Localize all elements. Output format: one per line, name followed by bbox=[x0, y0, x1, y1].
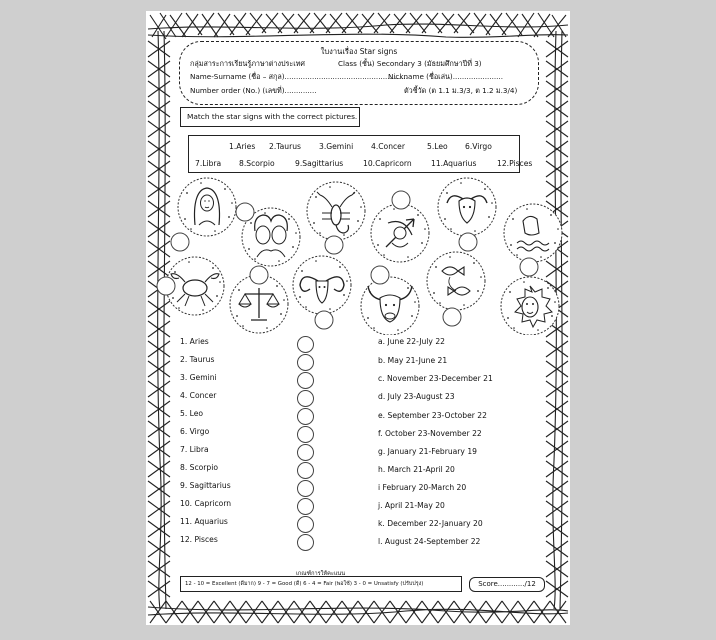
list-item: i February 20-March 20 bbox=[378, 483, 467, 492]
sign-taurus: 2.Taurus bbox=[269, 142, 301, 151]
instruction-box: Match the star signs with the correct pictures. bbox=[180, 107, 360, 127]
answer-circle[interactable] bbox=[443, 308, 461, 326]
worksheet-title: ใบงานเรื่อง Star signs bbox=[320, 47, 398, 56]
sign-gemini: 3.Gemini bbox=[319, 142, 354, 151]
capricorn-goat-icon bbox=[438, 178, 496, 236]
list-item: k. December 22-January 20 bbox=[378, 519, 483, 528]
virgo-maiden-icon bbox=[178, 178, 236, 236]
sign-leo: 5.Leo bbox=[427, 142, 448, 151]
sign-aries: 1.Aries bbox=[229, 142, 256, 151]
worksheet-page bbox=[146, 11, 570, 625]
sign-virgo: 6.Virgo bbox=[465, 142, 492, 151]
list-item: 4. Concer bbox=[180, 391, 217, 400]
answer-circle[interactable] bbox=[236, 203, 254, 221]
nickname-field-label: Nickname (ชื่อเล่น)...................... bbox=[388, 72, 503, 81]
score-box: Score............/12 bbox=[469, 577, 545, 592]
list-item: 11. Aquarius bbox=[180, 517, 228, 526]
answer-circle[interactable] bbox=[520, 258, 538, 276]
answer-circle[interactable] bbox=[297, 426, 314, 443]
list-item: j. April 21-May 20 bbox=[378, 501, 445, 510]
list-item: c. November 23-December 21 bbox=[378, 374, 493, 383]
list-item: d. July 23-August 23 bbox=[378, 392, 455, 401]
name-field-label: Name-Surname (ชื่อ – สกุล)...................................................... bbox=[190, 72, 408, 81]
list-item: 5. Leo bbox=[180, 409, 204, 418]
criteria-box: 12 - 10 = Excellent (ดีมาก) 9 - 7 = Good (ดี) 6 - 4 = Fair (พอใช้) 3 - 0 = Unsatisfy (ปรับปรุง) bbox=[180, 576, 462, 592]
sign-pisces: 12.Pisces bbox=[497, 159, 533, 168]
answer-circle[interactable] bbox=[315, 311, 333, 329]
answer-circle[interactable] bbox=[157, 277, 175, 295]
answer-circle[interactable] bbox=[297, 498, 314, 515]
list-item: g. January 21-February 19 bbox=[378, 447, 477, 456]
sign-sagittarius: 9.Sagittarius bbox=[295, 159, 344, 168]
answer-circle[interactable] bbox=[297, 390, 314, 407]
list-item: l. August 24-September 22 bbox=[378, 537, 481, 546]
list-item: 2. Taurus bbox=[180, 355, 215, 364]
answer-circle[interactable] bbox=[297, 336, 314, 353]
list-item: 1. Aries bbox=[180, 337, 209, 346]
answer-circle[interactable] bbox=[297, 516, 314, 533]
class-label: Class (ชั้น) Secondary 3 (มัธยมศึกษาปีที่ 3) bbox=[338, 59, 482, 68]
leo-lion-icon bbox=[501, 277, 559, 335]
header-box bbox=[179, 41, 539, 105]
answer-circle[interactable] bbox=[297, 534, 314, 551]
list-item: 6. Virgo bbox=[180, 427, 210, 436]
sign-libra: 7.Libra bbox=[195, 159, 222, 168]
zodiac-pictures bbox=[146, 175, 570, 335]
sign-cancer: 4.Concer bbox=[371, 142, 405, 151]
list-item: f. October 23-November 22 bbox=[378, 429, 482, 438]
list-item: 3. Gemini bbox=[180, 373, 217, 382]
answer-circle[interactable] bbox=[325, 236, 343, 254]
sign-scorpio: 8.Scorpio bbox=[239, 159, 275, 168]
list-item: e. September 23-October 22 bbox=[378, 411, 487, 420]
star-signs-box bbox=[188, 135, 533, 173]
answer-circle[interactable] bbox=[297, 444, 314, 461]
list-item: 7. Libra bbox=[180, 445, 209, 454]
scorpio-scorpion-icon bbox=[307, 182, 365, 240]
list-item: b. May 21-June 21 bbox=[378, 356, 448, 365]
answer-circle[interactable] bbox=[371, 266, 389, 284]
answer-circle[interactable] bbox=[297, 462, 314, 479]
aries-ram-icon bbox=[293, 256, 351, 314]
list-item: 12. Pisces bbox=[180, 535, 218, 544]
sign-capricorn: 10.Capricorn bbox=[363, 159, 412, 168]
answer-circle[interactable] bbox=[250, 266, 268, 284]
aquarius-water-bearer-icon bbox=[504, 204, 562, 262]
answer-circle[interactable] bbox=[171, 233, 189, 251]
list-item: 10. Capricorn bbox=[180, 499, 232, 508]
criteria-title: เกณฑ์การให้คะแนน bbox=[296, 571, 346, 577]
indicator-label: ตัวชี้วัด (ต 1.1 ม.3/3, ต 1.2 ม.3/4) bbox=[404, 86, 518, 95]
answer-circle[interactable] bbox=[297, 408, 314, 425]
list-item: h. March 21-April 20 bbox=[378, 465, 455, 474]
pisces-fish-icon bbox=[427, 252, 485, 310]
taurus-bull-icon bbox=[361, 277, 419, 335]
answer-circle[interactable] bbox=[392, 191, 410, 209]
list-item: a. June 22-July 22 bbox=[378, 337, 445, 346]
sign-aquarius: 11.Aquarius bbox=[431, 159, 477, 168]
answer-circle[interactable] bbox=[459, 233, 477, 251]
number-field-label: Number order (No.) (เลขที่).............. bbox=[190, 86, 317, 95]
answer-circle[interactable] bbox=[297, 372, 314, 389]
sagittarius-archer-icon bbox=[371, 204, 429, 262]
list-item: 9. Sagittarius bbox=[180, 481, 231, 490]
list-item: 8. Scorpio bbox=[180, 463, 218, 472]
subject-label: กลุ่มสาระการเรียนรู้ภาษาต่างประเทศ bbox=[190, 59, 305, 68]
answer-circle[interactable] bbox=[297, 354, 314, 371]
answer-circle[interactable] bbox=[297, 480, 314, 497]
